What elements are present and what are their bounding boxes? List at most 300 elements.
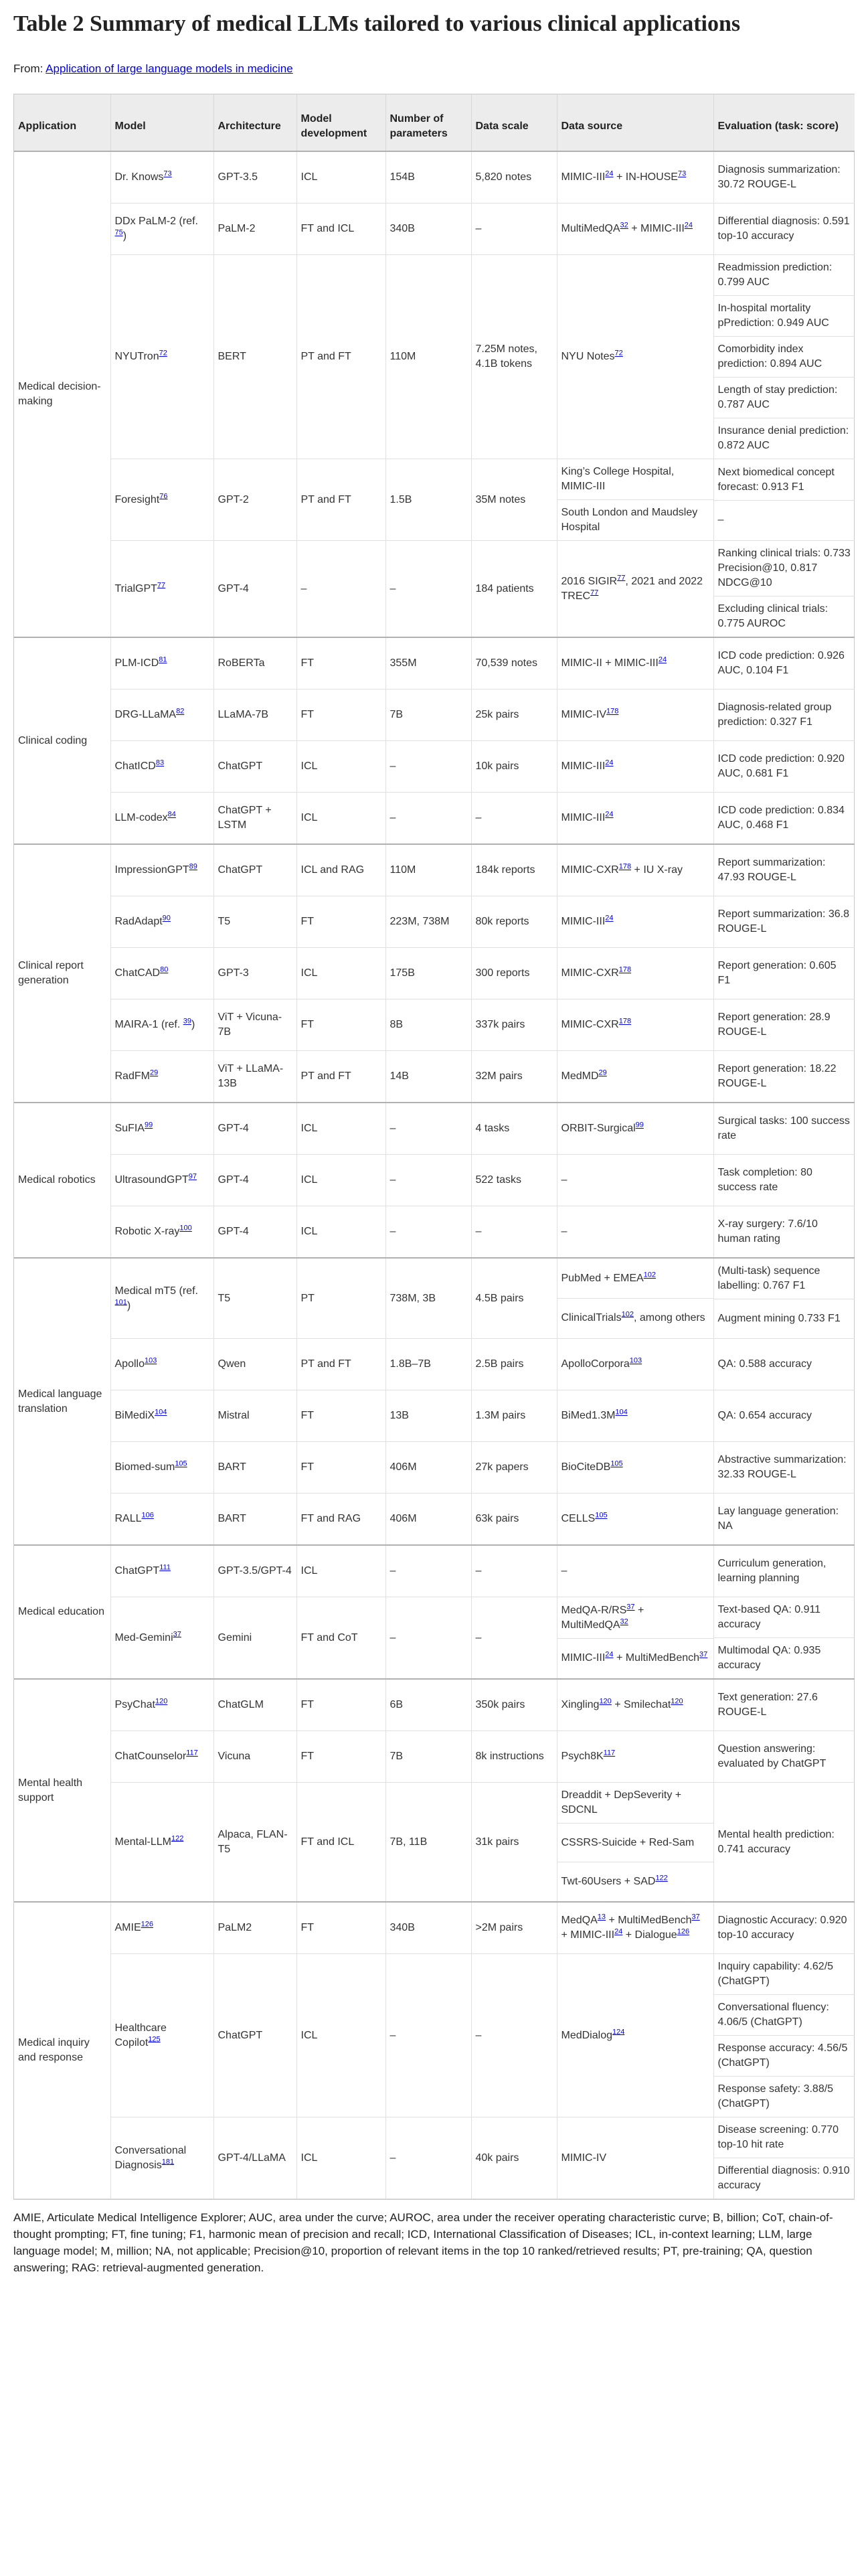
evaluation-entry: Conversational fluency: 4.06/5 (ChatGPT): [714, 1995, 855, 2036]
evaluation-entry: Response accuracy: 4.56/5 (ChatGPT): [714, 2036, 855, 2077]
cell-text: ChatGPT: [114, 1565, 160, 1577]
architecture-cell: LLaMA-7B: [213, 690, 296, 741]
cell-text: –: [561, 1565, 568, 1577]
cell-text: MultiMedQA: [561, 223, 620, 234]
model-cell: [110, 1390, 213, 1442]
evaluation-cell: [713, 255, 855, 459]
evaluation-entry: Insurance denial prediction: 0.872 AUC: [717, 425, 849, 451]
reference-link[interactable]: 124: [612, 2028, 625, 2036]
cell-text: Biomed-sum: [114, 1461, 175, 1473]
reference-link[interactable]: 82: [176, 707, 185, 716]
evaluation-cell: [713, 1954, 855, 2117]
table-row: [14, 1731, 855, 1783]
data-scale-cell: >2M pairs: [471, 1902, 557, 1954]
header-data-scale: Data scale: [471, 94, 557, 151]
data-scale-cell: 8k instructions: [471, 1731, 557, 1783]
cell-text: MedMD: [561, 1070, 599, 1082]
application-cell: Mental health support: [14, 1679, 110, 1902]
cell-text: PubMed + EMEA: [561, 1273, 644, 1284]
reference-link[interactable]: 24: [605, 169, 614, 178]
reference-link[interactable]: 120: [155, 1697, 168, 1706]
reference-link[interactable]: 105: [610, 1459, 623, 1468]
reference-link[interactable]: 178: [618, 965, 632, 974]
data-scale-cell: 522 tasks: [471, 1155, 557, 1206]
reference-link[interactable]: 32: [620, 221, 628, 230]
data-source-cell: [557, 741, 713, 793]
data-scale-cell: 25k pairs: [471, 690, 557, 741]
cell-text: ): [122, 230, 127, 242]
evaluation-entry: Augment mining 0.733 F1: [717, 1313, 841, 1324]
development-cell: PT and FT: [296, 255, 385, 459]
cell-text: TrialGPT: [114, 582, 157, 594]
reference-link[interactable]: 104: [615, 1408, 628, 1417]
reference-link[interactable]: 24: [658, 655, 667, 664]
table-row: [14, 1783, 855, 1903]
model-cell: [110, 1258, 213, 1339]
reference-link[interactable]: 80: [160, 965, 169, 974]
model-cell: [110, 1442, 213, 1494]
summary-table: [14, 94, 855, 2199]
application-cell: Clinical report generation: [14, 844, 110, 1103]
cell-text: Xingling: [561, 1699, 600, 1710]
reference-link[interactable]: 125: [148, 2035, 161, 2044]
reference-link[interactable]: 24: [605, 758, 614, 767]
data-source-entry: [557, 1299, 713, 1338]
evaluation-entry: Length of stay prediction: 0.787 AUC: [714, 378, 855, 418]
cell-text: MIMIC-III: [561, 812, 606, 823]
development-cell: ICL: [296, 1155, 385, 1206]
source-line: [13, 62, 855, 76]
cell-text: RadAdapt: [114, 916, 163, 927]
data-source-cell: [557, 844, 713, 896]
data-scale-cell: 80k reports: [471, 896, 557, 948]
reference-link[interactable]: 126: [677, 1927, 690, 1936]
reference-link[interactable]: 24: [614, 1927, 623, 1936]
data-scale-cell: –: [471, 1545, 557, 1597]
data-source-entry: [557, 1598, 713, 1639]
architecture-cell: GPT-4: [213, 1206, 296, 1259]
reference-link[interactable]: 111: [159, 1563, 171, 1572]
cell-text: NYUTron: [114, 351, 159, 362]
model-cell: [110, 2117, 213, 2199]
evaluation-cell: Report generation: 28.9 ROUGE-L: [713, 999, 855, 1051]
evaluation-cell: Report summarization: 47.93 ROUGE-L: [713, 844, 855, 896]
data-source-cell: [557, 637, 713, 690]
model-cell: [110, 1545, 213, 1597]
evaluation-cell: QA: 0.588 accuracy: [713, 1339, 855, 1390]
development-cell: ICL: [296, 1103, 385, 1155]
cell-text: + Smilechat: [611, 1699, 671, 1710]
reference-link[interactable]: 24: [605, 1650, 614, 1659]
parameters-cell: 355M: [385, 637, 471, 690]
development-cell: FT: [296, 637, 385, 690]
model-cell: [110, 1902, 213, 1954]
reference-link[interactable]: 181: [161, 2158, 175, 2166]
cell-text: MedDialog: [561, 2029, 612, 2041]
cell-text: MIMIC-CXR: [561, 864, 619, 876]
cell-text: NYU Notes: [561, 351, 615, 362]
table-body: [14, 151, 855, 2199]
reference-link[interactable]: 24: [605, 914, 614, 922]
model-cell: [110, 793, 213, 845]
cell-text: Dreaddit + DepSeverity + SDCNL: [561, 1789, 682, 1816]
cell-text: MIMIC-IV: [561, 2152, 607, 2164]
reference-link[interactable]: 102: [643, 1271, 657, 1279]
reference-link[interactable]: 76: [159, 492, 168, 501]
evaluation-cell: ICD code prediction: 0.834 AUC, 0.468 F1: [713, 793, 855, 845]
parameters-cell: –: [385, 1545, 471, 1597]
table-row: [14, 1494, 855, 1546]
development-cell: ICL: [296, 2117, 385, 2199]
model-cell: [110, 1783, 213, 1903]
table-row: [14, 948, 855, 999]
data-source-entry: [557, 1824, 713, 1862]
architecture-cell: BART: [213, 1494, 296, 1546]
table-row: [14, 151, 855, 204]
reference-link[interactable]: 13: [597, 1913, 606, 1921]
cell-text: ChatCounselor: [114, 1751, 187, 1762]
data-source-cell: [557, 459, 713, 541]
table-row: [14, 2117, 855, 2199]
table-row: [14, 1442, 855, 1494]
data-source-cell: [557, 541, 713, 638]
data-source-cell: [557, 999, 713, 1051]
cell-text: –: [561, 1226, 568, 1237]
reference-link[interactable]: 29: [598, 1068, 607, 1077]
reference-link[interactable]: 103: [144, 1356, 157, 1365]
cell-text: DRG-LLaMA: [114, 709, 177, 720]
data-scale-cell: 1.3M pairs: [471, 1390, 557, 1442]
table-row: [14, 1679, 855, 1731]
evaluation-cell: Lay language generation: NA: [713, 1494, 855, 1546]
table-row: [14, 1597, 855, 1680]
header-data-source: Data source: [557, 94, 713, 151]
model-cell: [110, 1339, 213, 1390]
application-cell: Medical education: [14, 1545, 110, 1679]
data-source-cell: [557, 690, 713, 741]
data-source-cell: [557, 1494, 713, 1546]
reference-link[interactable]: 77: [617, 574, 626, 582]
evaluation-cell: Diagnostic Accuracy: 0.920 top-10 accuracy: [713, 1902, 855, 1954]
architecture-cell: ChatGPT + LSTM: [213, 793, 296, 845]
model-cell: [110, 1494, 213, 1546]
cell-text: ChatCAD: [114, 967, 161, 979]
reference-link[interactable]: 99: [144, 1121, 153, 1129]
reference-link[interactable]: 126: [141, 1920, 153, 1929]
evaluation-cell: ICD code prediction: 0.926 AUC, 0.104 F1: [713, 637, 855, 690]
development-cell: FT: [296, 999, 385, 1051]
development-cell: ICL: [296, 151, 385, 204]
cell-text: MIMIC-II + MIMIC-III: [561, 657, 659, 669]
model-cell: [110, 1155, 213, 1206]
reference-link[interactable]: 73: [677, 169, 687, 178]
cell-text: ORBIT-Surgical: [561, 1123, 636, 1134]
reference-link[interactable]: 84: [167, 810, 176, 819]
development-cell: FT: [296, 896, 385, 948]
data-scale-cell: 40k pairs: [471, 2117, 557, 2199]
evaluation-cell: Question answering: evaluated by ChatGPT: [713, 1731, 855, 1783]
reference-link[interactable]: 104: [155, 1408, 167, 1417]
evaluation-entry: Next biomedical concept forecast: 0.913 F1: [714, 460, 855, 501]
model-cell: [110, 1679, 213, 1731]
reference-link[interactable]: 81: [159, 655, 167, 664]
model-cell: [110, 1103, 213, 1155]
architecture-cell: Gemini: [213, 1597, 296, 1680]
architecture-cell: GPT-4: [213, 541, 296, 638]
cell-text: Medical mT5 (ref.: [114, 1285, 198, 1297]
parameters-cell: 223M, 738M: [385, 896, 471, 948]
cell-text: MIMIC-III: [561, 1652, 606, 1664]
cell-text: , among others: [633, 1311, 705, 1323]
reference-link[interactable]: 105: [175, 1459, 187, 1468]
cell-text: PsyChat: [114, 1699, 155, 1710]
reference-link[interactable]: 117: [603, 1749, 616, 1757]
reference-link[interactable]: 106: [141, 1511, 154, 1520]
development-cell: ICL: [296, 1545, 385, 1597]
model-cell: [110, 204, 213, 255]
reference-link[interactable]: 37: [691, 1913, 700, 1921]
parameters-cell: 1.8B–7B: [385, 1339, 471, 1390]
reference-link[interactable]: 77: [590, 588, 599, 597]
evaluation-cell: [713, 541, 855, 638]
reference-link[interactable]: 120: [671, 1697, 683, 1706]
model-cell: [110, 1206, 213, 1259]
model-cell: [110, 896, 213, 948]
architecture-cell: ViT + Vicuna-7B: [213, 999, 296, 1051]
application-cell: Medical robotics: [14, 1103, 110, 1258]
cell-text: + MIMIC-III: [561, 1929, 615, 1941]
data-scale-cell: 70,539 notes: [471, 637, 557, 690]
development-cell: ICL: [296, 793, 385, 845]
development-cell: FT: [296, 1902, 385, 1954]
development-cell: FT: [296, 1679, 385, 1731]
evaluation-entry: Readmission prediction: 0.799 AUC: [714, 255, 855, 296]
parameters-cell: 7B, 11B: [385, 1783, 471, 1903]
reference-link[interactable]: 120: [599, 1697, 612, 1706]
footnote: AMIE, Articulate Medical Intelligence Explorer; AUC, area under the curve; AUROC, area under the receiver operating characteristic curve; B, billion; CoT, chain-of-thought prompting; FT, fine tuning; F1, harmonic mean of precision and recall; ICD, International Classification of Diseases; ICL, in-context learning; LLM, large language model; M, million; NA, not applicable; Precision@10, proportion of relevant items in the top 10 ranked/retrieved results; PT, pre-training; QA, question answering; RAG: retrieval-augmented generation.: [13, 2211, 833, 2274]
data-source-cell: [557, 1155, 713, 1206]
data-source-cell: [557, 793, 713, 845]
evaluation-cell: Diagnosis summarization: 30.72 ROUGE-L: [713, 151, 855, 204]
cell-text: ChatICD: [114, 760, 156, 772]
development-cell: FT: [296, 1390, 385, 1442]
parameters-cell: 13B: [385, 1390, 471, 1442]
table-row: [14, 793, 855, 845]
cell-text: RadFM: [114, 1070, 150, 1082]
data-scale-cell: 5,820 notes: [471, 151, 557, 204]
cell-text: Apollo: [114, 1358, 145, 1370]
parameters-cell: 340B: [385, 1902, 471, 1954]
evaluation-entry: In-hospital mortality pPrediction: 0.949 AUC: [714, 296, 855, 337]
data-scale-cell: –: [471, 1954, 557, 2117]
cell-text: MAIRA-1 (ref.: [114, 1019, 183, 1030]
evaluation-cell: Report generation: 0.605 F1: [713, 948, 855, 999]
cell-text: –: [561, 1174, 568, 1186]
cell-text: LLM-codex: [114, 812, 168, 823]
development-cell: ICL: [296, 741, 385, 793]
parameters-cell: –: [385, 1103, 471, 1155]
table-row: [14, 844, 855, 896]
reference-link[interactable]: 117: [186, 1749, 198, 1757]
cell-text: AMIE: [114, 1922, 141, 1933]
reference-link[interactable]: 37: [626, 1603, 635, 1611]
development-cell: FT and ICL: [296, 204, 385, 255]
cell-text: + IN-HOUSE: [613, 171, 678, 183]
development-cell: ICL and RAG: [296, 844, 385, 896]
cell-text: King’s College Hospital, MIMIC-III: [561, 466, 675, 492]
cell-text: CELLS: [561, 1513, 596, 1524]
cell-text: Med-Gemini: [114, 1631, 173, 1643]
parameters-cell: 110M: [385, 255, 471, 459]
reference-link[interactable]: 99: [635, 1121, 644, 1129]
reference-link[interactable]: 97: [188, 1172, 197, 1181]
model-cell: [110, 1051, 213, 1103]
reference-link[interactable]: 100: [179, 1224, 192, 1232]
reference-link[interactable]: 90: [162, 914, 171, 922]
application-cell: Medical inquiry and response: [14, 1902, 110, 2199]
model-cell: [110, 1731, 213, 1783]
architecture-cell: GPT-3.5/GPT-4: [213, 1545, 296, 1597]
cell-text: MIMIC-CXR: [561, 967, 619, 979]
reference-link[interactable]: 72: [614, 349, 623, 357]
reference-link[interactable]: 178: [606, 707, 619, 716]
evaluation-cell: Diagnosis-related group prediction: 0.327 F1: [713, 690, 855, 741]
cell-text: ClinicalTrials: [561, 1311, 622, 1323]
cell-text: ): [126, 1299, 131, 1311]
model-cell: [110, 844, 213, 896]
cell-text: Conversational Diagnosis: [114, 2144, 187, 2171]
evaluation-cell: Report generation: 18.22 ROUGE-L: [713, 1051, 855, 1103]
page-title: Table 2 Summary of medical LLMs tailored to various clinical applications: [13, 11, 741, 36]
parameters-cell: 154B: [385, 151, 471, 204]
parameters-cell: 175B: [385, 948, 471, 999]
data-source-cell: [557, 2117, 713, 2199]
data-scale-cell: 27k papers: [471, 1442, 557, 1494]
architecture-cell: BERT: [213, 255, 296, 459]
data-source-cell: [557, 1783, 713, 1903]
data-scale-cell: 350k pairs: [471, 1679, 557, 1731]
reference-link[interactable]: 24: [605, 810, 614, 819]
evaluation-cell: Surgical tasks: 100 success rate: [713, 1103, 855, 1155]
application-cell: Clinical coding: [14, 637, 110, 844]
reference-link[interactable]: 72: [159, 349, 167, 357]
model-cell: [110, 999, 213, 1051]
reference-link[interactable]: 39: [183, 1017, 191, 1026]
reference-link[interactable]: 122: [655, 1874, 668, 1882]
table-row: [14, 1339, 855, 1390]
from-label: From:: [13, 62, 46, 75]
reference-link[interactable]: 37: [699, 1650, 708, 1659]
reference-link[interactable]: 178: [618, 862, 632, 871]
table-row: [14, 1545, 855, 1597]
reference-link[interactable]: 89: [189, 862, 197, 871]
data-source-entry: [557, 1260, 713, 1299]
evaluation-cell: Report summarization: 36.8 ROUGE-L: [713, 896, 855, 948]
development-cell: ICL: [296, 948, 385, 999]
cell-text: Robotic X-ray: [114, 1226, 180, 1237]
data-scale-cell: 32M pairs: [471, 1051, 557, 1103]
evaluation-cell: X-ray surgery: 7.6/10 human rating: [713, 1206, 855, 1259]
evaluation-cell: QA: 0.654 accuracy: [713, 1390, 855, 1442]
cell-text: DDx PaLM-2 (ref.: [114, 216, 198, 227]
model-cell: [110, 1597, 213, 1680]
data-source-cell: [557, 151, 713, 204]
reference-link[interactable]: 37: [173, 1630, 181, 1639]
data-scale-cell: –: [471, 204, 557, 255]
cell-text: MIMIC-III: [561, 171, 606, 183]
header-application: Application: [14, 94, 110, 151]
table-row: [14, 690, 855, 741]
architecture-cell: ChatGPT: [213, 741, 296, 793]
parameters-cell: 1.5B: [385, 459, 471, 541]
development-cell: ICL: [296, 1954, 385, 2117]
data-scale-cell: 35M notes: [471, 459, 557, 541]
evaluation-cell: [713, 1597, 855, 1680]
evaluation-cell: Differential diagnosis: 0.591 top-10 accuracy: [713, 204, 855, 255]
architecture-cell: T5: [213, 896, 296, 948]
reference-link[interactable]: 105: [595, 1511, 608, 1520]
evaluation-cell: [713, 459, 855, 541]
reference-link[interactable]: 77: [157, 581, 166, 590]
reference-link[interactable]: 32: [620, 1617, 628, 1626]
source-article-link[interactable]: Application of large language models in medicine: [46, 62, 293, 75]
development-cell: FT and CoT: [296, 1597, 385, 1680]
evaluation-entry: –: [717, 514, 724, 526]
reference-link[interactable]: 178: [618, 1017, 632, 1026]
cell-text: Healthcare Copilot: [114, 2022, 167, 2048]
cell-text: BiMediX: [114, 1410, 155, 1421]
cell-text: Psych8K: [561, 1751, 604, 1762]
data-scale-cell: 10k pairs: [471, 741, 557, 793]
model-cell: [110, 741, 213, 793]
cell-text: MIMIC-CXR: [561, 1019, 619, 1030]
header-number-of-parameters: Number of parameters: [385, 94, 471, 151]
data-scale-cell: –: [471, 1206, 557, 1259]
parameters-cell: 14B: [385, 1051, 471, 1103]
header-evaluation: Evaluation (task: score): [713, 94, 855, 151]
evaluation-entry: Response safety: 3.88/5 (ChatGPT): [717, 2083, 834, 2109]
reference-link[interactable]: 103: [629, 1356, 642, 1365]
parameters-cell: 110M: [385, 844, 471, 896]
cell-text: SuFIA: [114, 1123, 145, 1134]
data-scale-cell: 31k pairs: [471, 1783, 557, 1903]
table-row: [14, 204, 855, 255]
reference-link[interactable]: 102: [621, 1310, 634, 1319]
data-scale-cell: 7.25M notes, 4.1B tokens: [471, 255, 557, 459]
data-scale-cell: 337k pairs: [471, 999, 557, 1051]
reference-link[interactable]: 122: [171, 1834, 184, 1843]
data-source-cell: [557, 1954, 713, 2117]
cell-text: + MultiMedBench: [606, 1915, 692, 1926]
header-model-development: Model development: [296, 94, 385, 151]
development-cell: FT: [296, 1442, 385, 1494]
cell-text: CSSRS-Suicide + Red-Sam: [561, 1836, 695, 1848]
reference-link[interactable]: 73: [163, 169, 172, 178]
table-row: [14, 255, 855, 459]
parameters-cell: 7B: [385, 690, 471, 741]
data-source-cell: [557, 1258, 713, 1339]
reference-link[interactable]: 83: [155, 758, 165, 767]
cell-text: ): [191, 1019, 195, 1030]
architecture-cell: PaLM-2: [213, 204, 296, 255]
parameters-cell: 406M: [385, 1442, 471, 1494]
cell-text: ApolloCorpora: [561, 1358, 630, 1370]
reference-link[interactable]: 101: [114, 1298, 127, 1307]
data-scale-cell: 300 reports: [471, 948, 557, 999]
reference-link[interactable]: 29: [149, 1068, 159, 1077]
reference-link[interactable]: 24: [684, 221, 693, 230]
reference-link[interactable]: 75: [114, 228, 123, 237]
